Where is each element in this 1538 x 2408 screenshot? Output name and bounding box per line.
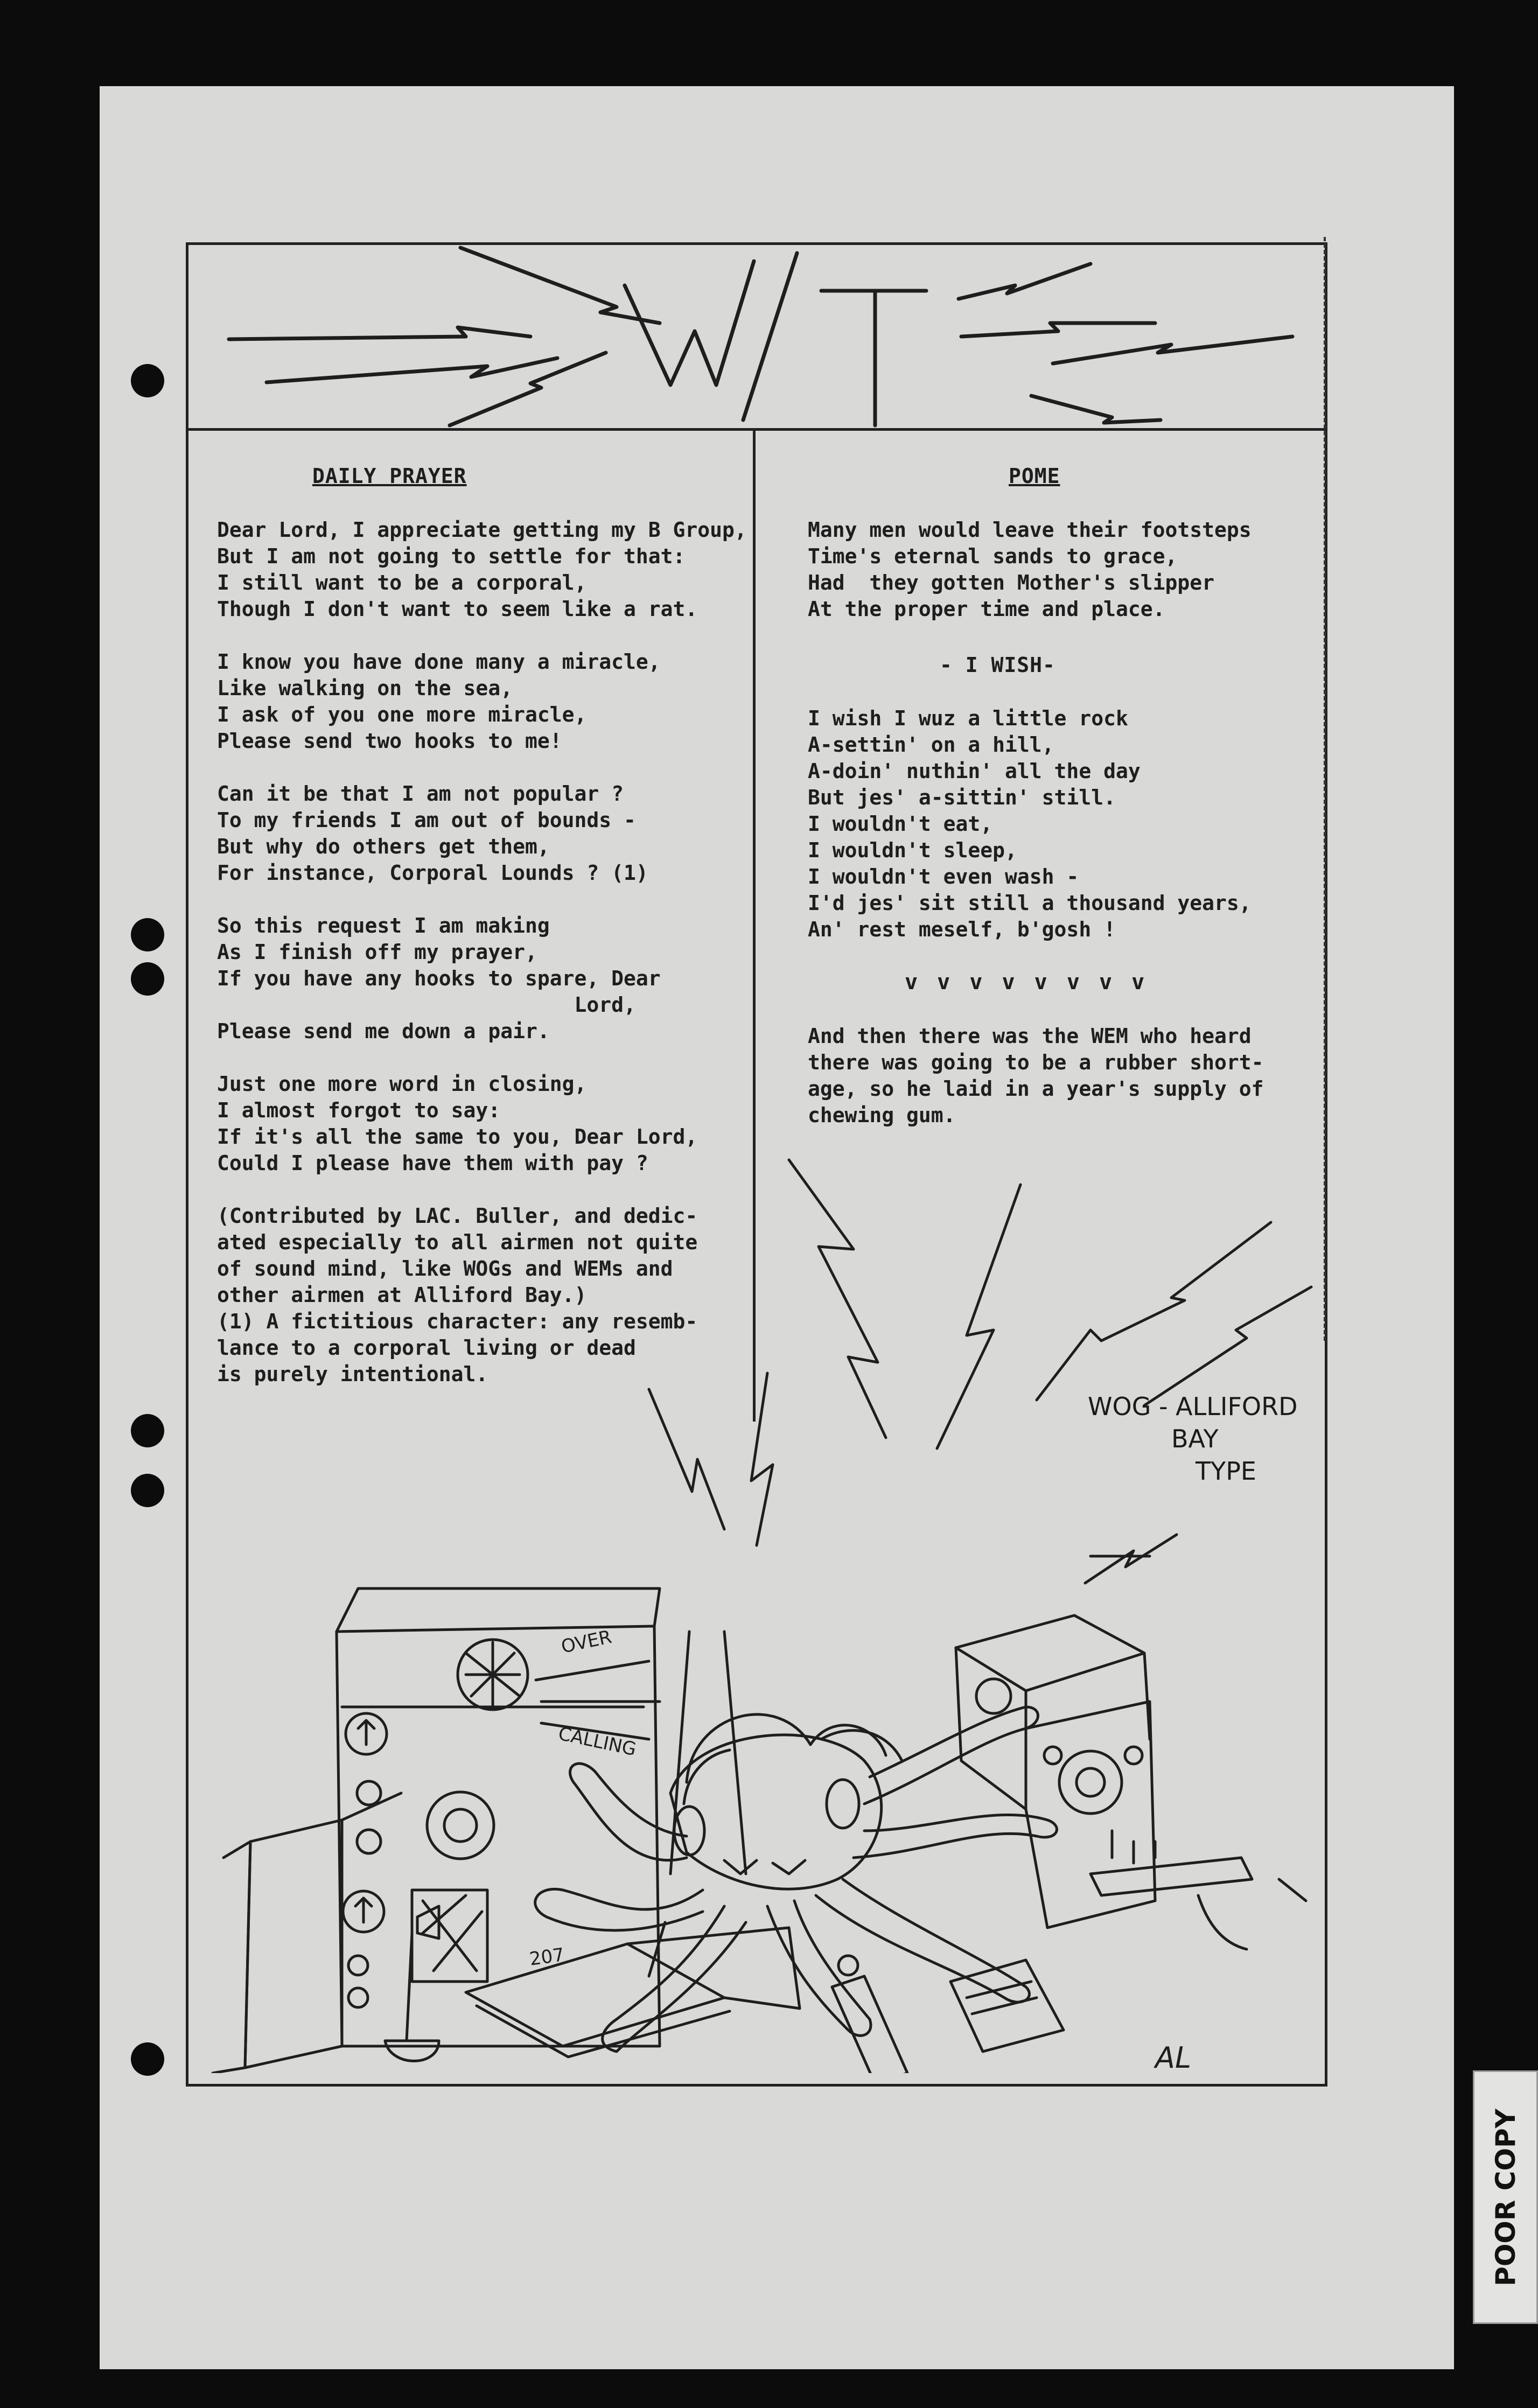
calling-text: CALLING bbox=[556, 1723, 638, 1761]
poor-copy-stamp bbox=[1473, 2070, 1538, 2324]
artist-initials: AL bbox=[1155, 2041, 1192, 2073]
caption-line-1: WOG - ALLIFORD bbox=[1088, 1392, 1298, 1421]
prayer-line: But I am not going to settle for that: bbox=[217, 544, 686, 568]
over-text: OVER bbox=[559, 1626, 614, 1658]
prayer-line: Please send two hooks to me! bbox=[217, 729, 562, 753]
prayer-line: (Contributed by LAC. Buller, and dedic- bbox=[217, 1204, 698, 1228]
prayer-line: To my friends I am out of bounds - bbox=[217, 808, 636, 832]
prayer-line: Though I don't want to seem like a rat. bbox=[217, 597, 698, 621]
punch-hole bbox=[131, 1474, 164, 1507]
prayer-line: (1) A fictitious character: any resemb- bbox=[217, 1310, 698, 1333]
anecdote-line: there was going to be a rubber short- bbox=[808, 1051, 1264, 1074]
prayer-line: For instance, Corporal Lounds ? (1) bbox=[217, 861, 648, 885]
prayer-line: I almost forgot to say: bbox=[217, 1098, 501, 1122]
wish-line: A-settin' on a hill, bbox=[808, 733, 1054, 757]
pome-text bbox=[808, 517, 1252, 622]
anecdote-line: chewing gum. bbox=[808, 1103, 956, 1127]
wish-line: I wish I wuz a little rock bbox=[808, 706, 1128, 730]
prayer-line bbox=[217, 754, 747, 781]
prayer-line: ated especially to all airmen not quite bbox=[217, 1230, 698, 1254]
wireless-operator-sketch bbox=[186, 1158, 1322, 2073]
prayer-line bbox=[217, 622, 747, 649]
banner-logo bbox=[186, 242, 1322, 428]
prayer-line: Like walking on the sea, bbox=[217, 676, 513, 700]
stamp-text: POOR COPY bbox=[1490, 2108, 1521, 2286]
wish-line: I'd jes' sit still a thousand years, bbox=[808, 891, 1252, 915]
prayer-line: I know you have done many a miracle, bbox=[217, 650, 661, 674]
i-wish-heading: - I WISH- bbox=[940, 653, 1055, 677]
prayer-line: As I finish off my prayer, bbox=[217, 940, 537, 964]
wish-line: But jes' a-sittin' still. bbox=[808, 786, 1116, 809]
poem-line: At the proper time and place. bbox=[808, 597, 1165, 621]
right-column-heading: POME bbox=[1009, 464, 1060, 488]
wish-line: I wouldn't eat, bbox=[808, 812, 993, 836]
prayer-line: is purely intentional. bbox=[217, 1362, 488, 1386]
anecdote-text bbox=[808, 1023, 1263, 1129]
wish-line: I wouldn't even wash - bbox=[808, 865, 1079, 888]
poem-line: Had they gotten Mother's slipper bbox=[808, 571, 1214, 594]
book-number: 207 bbox=[528, 1944, 566, 1970]
prayer-line: Dear Lord, I appreciate getting my B Group, bbox=[217, 518, 747, 542]
punch-hole bbox=[131, 1414, 164, 1447]
punch-hole bbox=[131, 962, 164, 996]
i-wish-text bbox=[808, 705, 1252, 943]
prayer-line: lance to a corporal living or dead bbox=[217, 1336, 636, 1360]
prayer-line: But why do others get them, bbox=[217, 835, 550, 858]
caption-line-3: TYPE bbox=[1196, 1457, 1257, 1486]
prayer-line: So this request I am making bbox=[217, 914, 550, 937]
punch-hole bbox=[131, 364, 164, 397]
caption-line-2: BAY bbox=[1171, 1424, 1219, 1453]
prayer-line: Lord, bbox=[217, 993, 636, 1017]
separator-marks: v v v v v v v v bbox=[905, 970, 1148, 995]
wish-line: An' rest meself, b'gosh ! bbox=[808, 918, 1116, 941]
prayer-line: If it's all the same to you, Dear Lord, bbox=[217, 1125, 698, 1149]
anecdote-line: And then there was the WEM who heard bbox=[808, 1024, 1252, 1048]
wish-line: I wouldn't sleep, bbox=[808, 838, 1017, 862]
prayer-line: I still want to be a corporal, bbox=[217, 571, 587, 594]
prayer-line: Just one more word in closing, bbox=[217, 1072, 587, 1096]
poem-line: Many men would leave their footsteps bbox=[808, 518, 1252, 542]
anecdote-line: age, so he laid in a year's supply of bbox=[808, 1077, 1264, 1101]
prayer-line: If you have any hooks to spare, Dear bbox=[217, 967, 661, 990]
prayer-line: other airmen at Alliford Bay.) bbox=[217, 1283, 587, 1307]
punch-hole bbox=[131, 918, 164, 951]
prayer-line: Please send me down a pair. bbox=[217, 1019, 550, 1043]
right-margin-rule bbox=[1324, 237, 1326, 1341]
prayer-line bbox=[217, 886, 747, 913]
prayer-line: of sound mind, like WOGs and WEMs and bbox=[217, 1257, 673, 1280]
poem-line: Time's eternal sands to grace, bbox=[808, 544, 1178, 568]
prayer-line: Can it be that I am not popular ? bbox=[217, 782, 624, 806]
left-column-heading: DAILY PRAYER bbox=[312, 464, 467, 488]
wish-line: A-doin' nuthin' all the day bbox=[808, 759, 1141, 783]
punch-hole bbox=[131, 2042, 164, 2076]
prayer-line bbox=[217, 1045, 747, 1071]
prayer-line: Could I please have them with pay ? bbox=[217, 1151, 648, 1175]
prayer-line: I ask of you one more miracle, bbox=[217, 703, 587, 726]
